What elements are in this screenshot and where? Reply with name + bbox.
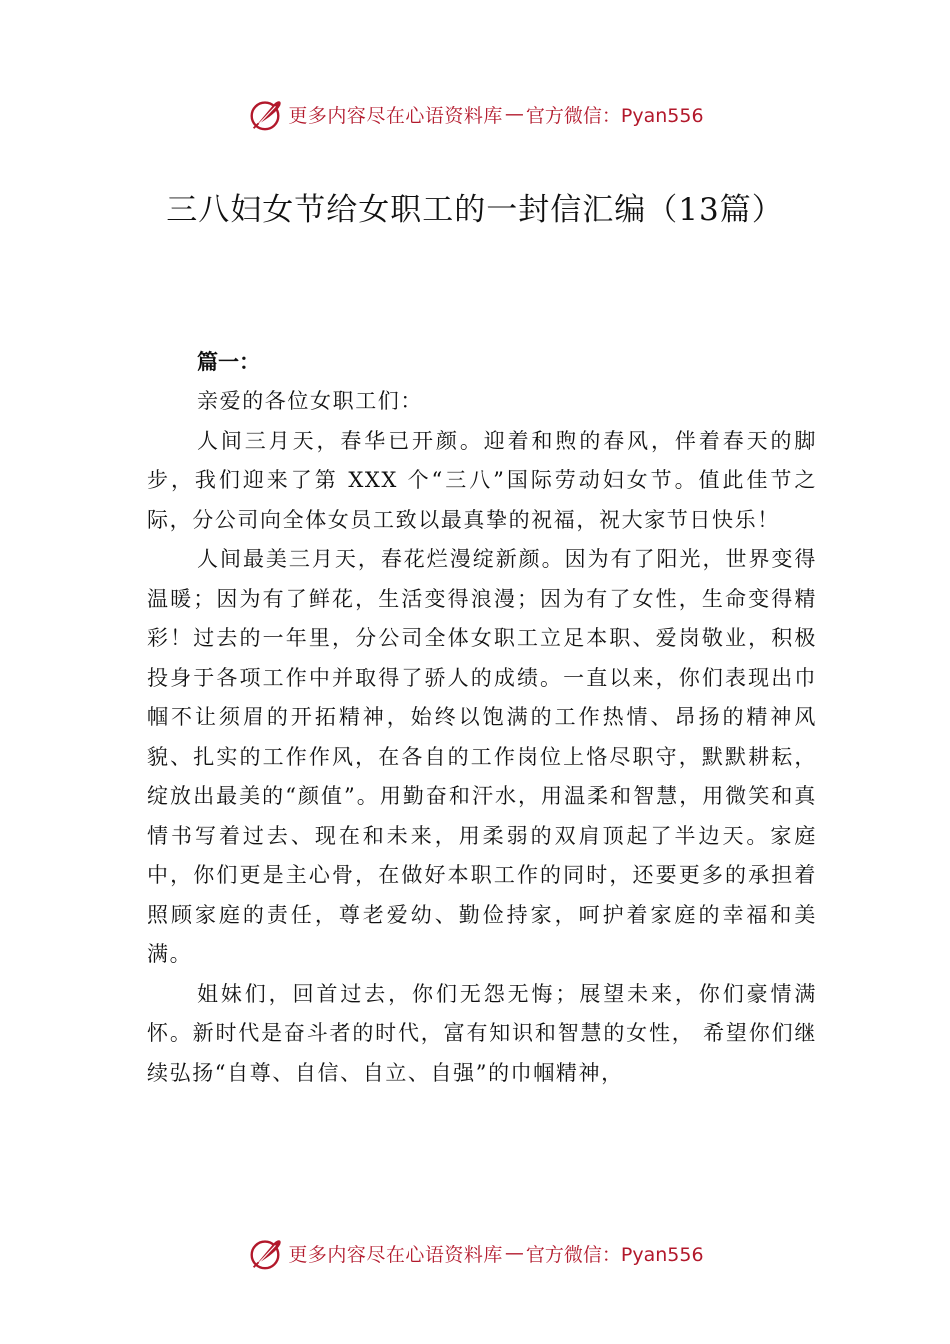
banner-slogan: 更多内容尽在心语资料库 [288, 1243, 503, 1266]
feather-quill-logo-icon [246, 1234, 284, 1272]
section-heading: 篇一： [197, 349, 260, 374]
document-body [147, 342, 817, 1093]
paragraph-2: 人间最美三月天，春花烂漫绽新颜。因为有了阳光，世界变得温暖；因为有了鲜花，生活变得浪漫；因为有了女性，生命变得精彩！过去的一年里，分公司全体女职工立足本职、爱岗敬业，积极投身于各项工作中并取得了骄人的成绩。一直以来，你们表现出巾帼不让须眉的开拓精神，始终以饱满的工作热情、昂扬的精神风貌、扎实的工作作风，在各自的工作岗位上恪尽职守，默默耕耘，绽放出最美的“颜值”。用勤奋和汗水，用温柔和智慧，用微笑和真情书写着过去、现在和未来，用柔弱的双肩顶起了半边天。家庭中，你们更是主心骨，在做好本职工作的同时，还要更多的承担着照顾家庭的责任，尊老爱幼、勤俭持家，呵护着家庭的幸福和美满。 [147, 547, 817, 966]
paragraph-salutation: 亲爱的各位女职工们： [197, 389, 423, 413]
paragraph-3: 姐妹们，回首过去，你们无怨无悔；展望未来，你们豪情满怀。新时代是奋斗者的时代，富有知识和智慧的女性， 希望你们继续弘扬“自尊、自信、自立、自强”的巾帼精神， [147, 981, 817, 1085]
paragraph-1: 人间三月天，春华已开颜。迎着和煦的春风，伴着春天的脚步，我们迎来了第 XXX 个“三八”国际劳动妇女节。值此佳节之际，分公司向全体女员工致以最真挚的祝福，祝大家节日快乐！ [147, 428, 817, 532]
header-banner [0, 92, 950, 136]
banner-wechat: 官方微信：Pyan556 [525, 104, 704, 127]
banner-slogan: 更多内容尽在心语资料库 [288, 104, 503, 127]
document-title: 三八妇女节给女职工的一封信汇编（13篇） [166, 192, 784, 228]
banner-wechat: 官方微信：Pyan556 [525, 1243, 704, 1266]
banner-separator: — [504, 103, 524, 125]
footer-banner [0, 1231, 950, 1275]
banner-separator: — [504, 1242, 524, 1264]
feather-quill-logo-icon [246, 95, 284, 133]
